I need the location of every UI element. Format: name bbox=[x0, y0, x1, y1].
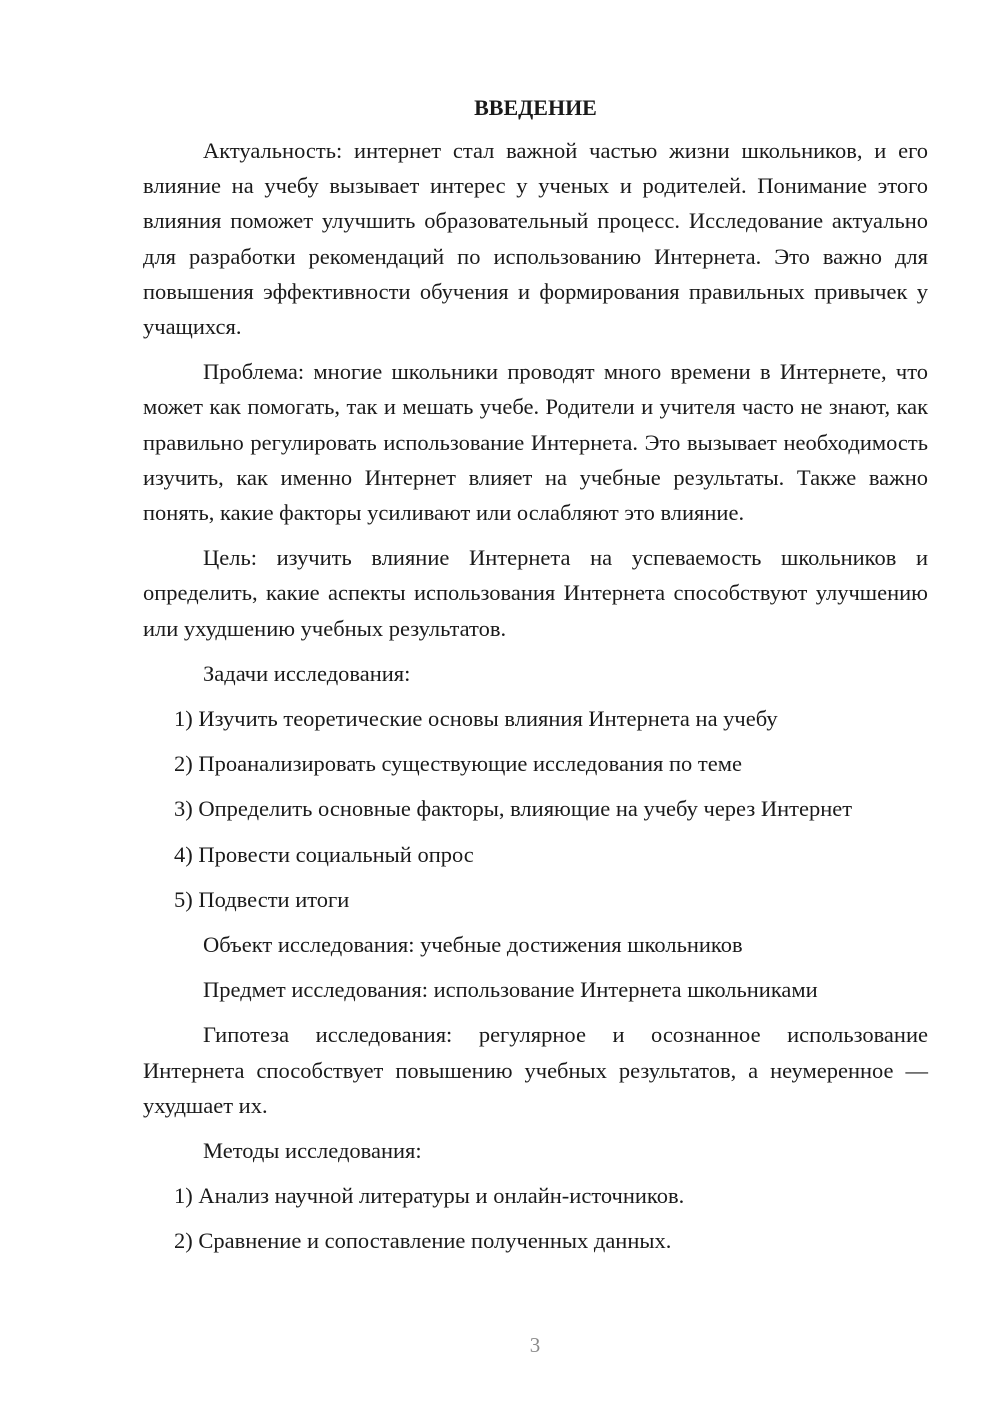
task-item: 2) Проанализировать существующие исследования по теме bbox=[174, 751, 742, 777]
hypothesis-paragraph: Гипотеза исследования: регулярное и осознанное использование Интернета способствует повышению учебных результатов, а неумеренное — ухудшает их. bbox=[143, 1022, 928, 1118]
methods-heading: Методы исследования: bbox=[203, 1138, 422, 1164]
section-title: ВВЕДЕНИЕ bbox=[474, 95, 597, 120]
goal-paragraph: Цель: изучить влияние Интернета на успеваемость школьников и определить, какие аспекты использования Интернета способствуют улучшению или ухудшению учебных результатов. bbox=[143, 545, 928, 641]
task-item: 1) Изучить теоретические основы влияния Интернета на учебу bbox=[174, 706, 778, 732]
object-line: Объект исследования: учебные достижения школьников bbox=[203, 932, 743, 958]
method-item: 2) Сравнение и сопоставление полученных данных. bbox=[174, 1228, 672, 1254]
task-item: 4) Провести социальный опрос bbox=[174, 841, 474, 867]
relevance-paragraph: Актуальность: интернет стал важной частью жизни школьников, и его влияние на учебу вызывает интерес у ученых и родителей. Понимание этого влияния поможет улучшить образовательный процесс. Исследование актуально для разработки рекомендаций по использованию Интернета. Это важно для повышения эффективности обучения и формирования правильных привычек у учащихся. bbox=[143, 138, 928, 340]
page-number: 3 bbox=[529, 1333, 541, 1357]
method-item: 1) Анализ научной литературы и онлайн-источников. bbox=[174, 1183, 685, 1209]
subject-line: Предмет исследования: использование Интернета школьниками bbox=[203, 977, 818, 1003]
task-item: 3) Определить основные факторы, влияющие на учебу через Интернет bbox=[174, 796, 853, 822]
problem-paragraph: Проблема: многие школьники проводят много времени в Интернете, что может как помогать, так и мешать учебе. Родители и учителя часто не знают, как правильно регулировать использование Интернета. Это вызывает необходимость изучить, как именно Интернет влияет на учебные результаты. Также важно понять, какие факторы усиливают или ослабляют это влияние. bbox=[143, 359, 928, 526]
task-item: 5) Подвести итоги bbox=[174, 886, 350, 912]
document-page bbox=[143, 92, 928, 1269]
tasks-heading: Задачи исследования: bbox=[203, 660, 411, 686]
